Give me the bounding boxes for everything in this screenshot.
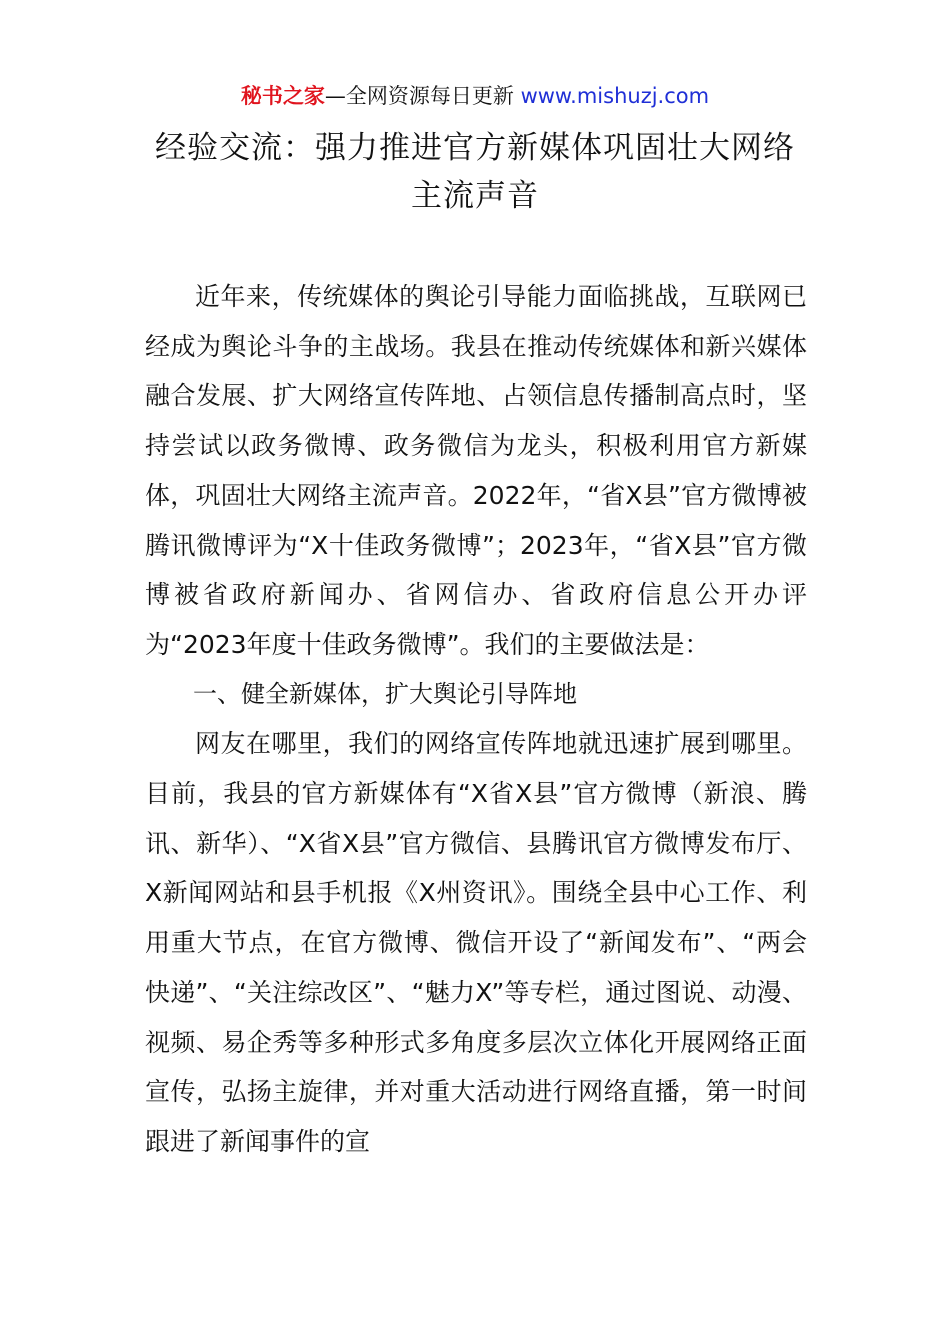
section-heading: 一、健全新媒体，扩大舆论引导阵地 — [193, 679, 577, 708]
brand-name: 秘书之家 — [240, 84, 325, 108]
body-paragraph: 网友在哪里，我们的网络宣传阵地就迅速扩展到哪里。目前，我县的官方新媒体有“X省X县”官方微博（新浪、腾讯、新华）、“X省X县”官方微信、县腾讯官方微博发布厅、X新闻网站和县手机报《X州资讯》。围绕全县中心工作、利用重大节点，在官方微博、微信开设了“新闻发布”、“两会快递”、“关注综改区”、“魅力X”等专栏，通过图说、动漫、视频、易企秀等多种形式多角度多层次立体化开展网络正面宣传，弘扬主旋律，并对重大活动进行网络直播，第一时间跟进了新闻事件的宣 — [145, 729, 807, 1156]
intro-paragraph: 近年来，传统媒体的舆论引导能力面临挑战，互联网已经成为舆论斗争的主战场。我县在推动传统媒体和新兴媒体融合发展、扩大网络宣传阵地、占领信息传播制高点时，坚持尝试以政务微博、政务微信为龙头，积极利用官方新媒体，巩固壮大网络主流声音。2022年，“省X县”官方微博被腾讯微博评为“X十佳政务微博”；2023年，“省X县”官方微博被省政府新闻办、省网信办、省政府信息公开办评为“2023年度十佳政务微博”。我们的主要做法是： — [145, 282, 807, 659]
document-title — [100, 124, 850, 220]
document-body — [145, 272, 807, 1167]
site-url-link[interactable]: www.mishuzj.com — [520, 84, 710, 108]
site-banner — [0, 80, 950, 112]
title-line-2: 主流声音 — [411, 178, 539, 214]
title-line-1: 经验交流：强力推进官方新媒体巩固壮大网络 — [155, 130, 795, 166]
banner-tagline: —全网资源每日更新 — [324, 84, 521, 108]
